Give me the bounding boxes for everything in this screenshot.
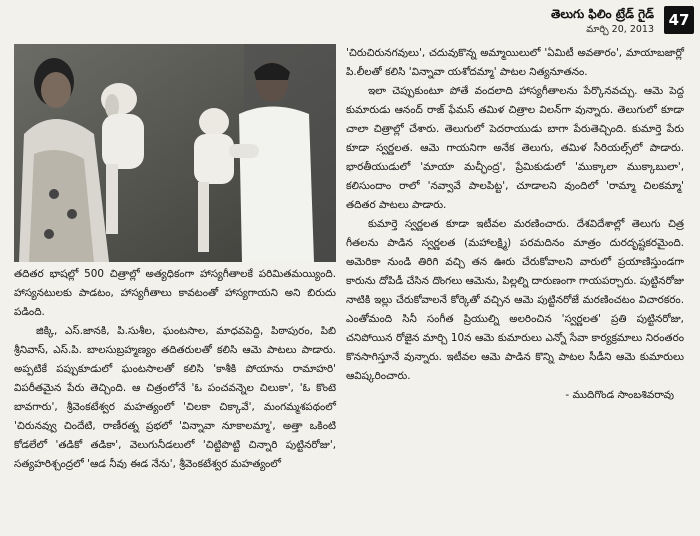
publication-title: తెలుగు ఫిలిం ట్రేడ్ గైడ్ bbox=[550, 7, 654, 21]
right-paragraph-1: 'చిరుచిరునగవులు', చదువుకొన్న అమ్మాయిలులో 'ఏమిటీ అవతారం', మాయాబజార్లో పి.లీలతో కలిసి 'విన్నావా యశోదమ్మా' పాటల నిత్యనూతనం. bbox=[346, 47, 684, 78]
left-column bbox=[14, 265, 336, 474]
author-credit: - ముదిగొండ సాంబశివరావు bbox=[565, 389, 674, 401]
left-paragraph-1: తదితర భాషల్లో 500 చిత్రాల్లో అత్యధికంగా హాస్యగీతాలకే పరిమితమయ్యింది. హాస్యనటులకు పాడటం, హాస్యగీతాలు కావటంతో హాస్యగాయని అని బిరుదు పడింది. bbox=[14, 268, 336, 318]
page-header bbox=[0, 0, 700, 42]
left-paragraph-2: జిక్కి, ఎస్.జానకి, పి.సుశీల, ఘంటసాల, మాధవపెద్ది, పిఠాపురం, పిబి శ్రీనివాస్, ఎస్.పి. బాలసుబ్రహ్మణ్యం తదితరులతో కలిసి ఆమె పాటలు పాడారు. అప్పటికే పప్పుకూడులో ఘంటసాలతో కలిసి 'కాశీకి పోయాను రామాహరి' విపరీతమైన పేరు తెచ్చింది. ఆ చిత్రంలోనే 'ఓ పంచవన్నెల చిలుకా', 'ఓ కొంటె బావగారు', శ్రీవెంకటేశ్వర మహత్యంలో 'చిలకా చిక్కావే', మంగమ్మశపథంలో 'చిరునవ్వు చిందేటి, రాణీరత్న ప్రభలో 'విన్నావా నూకాలమ్మా', అత్తా ఒకింటి కోడలేలో 'తడికో తడికా', వెలుగునీడలులో 'చిట్టిపొట్టి చిన్నారి పుట్టినరోజు', సత్యహరిశ్చంద్రలో 'ఆడ నీవు ఈడ నేను', శ్రీవెంకటేశ్వర మహత్యంలో bbox=[14, 325, 336, 470]
page-number: 47 bbox=[664, 6, 694, 34]
photo-illustration bbox=[14, 44, 336, 262]
article-photo bbox=[14, 44, 336, 262]
right-paragraph-3: కుమార్తె స్వర్ణలత కూడా ఇటీవల మరణించారు. దేశవిదేశాల్లో తెలుగు చిత్ర గీతలను పాడిన స్వర్ణలత (మహాలక్ష్మి) పరమదినం మాత్రం దురదృష్టకరమైంది. అమెరికా నుండి తిరిగి వచ్చి తన ఊరు చేరుకోవాలని వారులో ప్రయాణిస్తుండగా కారును దోపిడీ చేసిన దొంగలు ఆమెను, పిల్లల్ని దారుణంగా గాయపర్చారు. పుట్టినరోజు నాటికి ఇల్లు చేరుకోవాలనే కోర్కెతో వచ్చిన ఆమె పుట్టినరోజే మరణించటం విచారకరం. ఎంతోమంది సినీ సంగీత ప్రియుల్ని అలరించిన 'స్వర్ణలత' ప్రతి పుట్టినరోజు, చనిపోయిన రోజైన మార్చి 10న ఆమె కుమారులు ఎన్నో సేవా కార్యక్రమాలు నిరంతరం కొనసాగిస్తూనే వున్నారు. ఇటీవల ఆమె పాడిన కొన్ని పాటల సీడీని ఆమె కుమారులు ఆవిష్కరించారు. bbox=[346, 218, 684, 382]
right-paragraph-2: ఇలా చెప్పుకుంటూ పోతే వందలాది హాస్యగీతాలను పేర్కొనవచ్చు. ఆమె పెద్ద కుమారుడు ఆనంద్ రాజ్ ఫేమస్ తమిళ చిత్రాల విలన్‌గా వున్నారు. తెలుగులో కూడా చాలా చిత్రాల్లో చేశారు. తెలుగులో పెదరాయుడు బాగా పేరుతెచ్చింది. కుమార్తె పేరు కూడా స్వర్ణలత. ఆమె గాయనిగా అనేక తెలుగు, తమిళ సీరియల్స్‌లో పాడారు. భారతీయుడులో 'మాయా మచ్ఛీంద్ర', ప్రేమికుడులో 'ముక్కాలా ముక్కాబులా', కలిసుందాం రాలో 'నవ్వావే పాలపిట్ట', చూడాలని వుందిలో 'రామ్మా చిలకమ్మా' తదితర పాటలు పాడారు. bbox=[346, 85, 684, 211]
issue-date: మార్చి 20, 2013 bbox=[586, 24, 654, 35]
right-column bbox=[346, 44, 684, 405]
